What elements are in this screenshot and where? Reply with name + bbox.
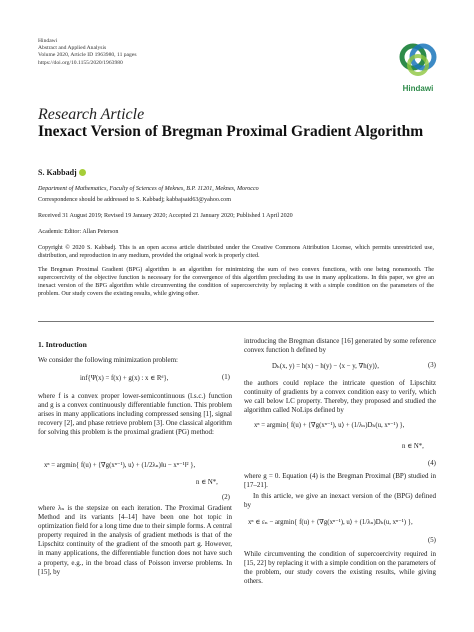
author-line <box>38 168 86 177</box>
orcid-icon[interactable] <box>79 169 86 176</box>
right-paragraph-3 <box>244 472 436 490</box>
equation-number: (1) <box>222 374 230 381</box>
equation-2: xⁿ = argmin{ f(u) + ⟨∇g(xⁿ⁻¹), u⟩ + (1/2λₙ)‖u − xⁿ⁻¹‖² }, <box>44 462 196 469</box>
author-name: S. Kabbadj <box>38 168 77 177</box>
equation-1: inf{Ψ(x) = f(x) + g(x) : x ∈ Rᵈ}, <box>80 375 169 382</box>
copyright-notice: Copyright © 2020 S. Kabbadj. This is an open access article distributed under the Creative Commons Attribution License, which permits unrestricted use, distribution, and reproduction in any medium, provided the original work is properly cited. <box>38 245 434 259</box>
paragraph: where g = 0. Equation (4) is the Bregman Proximal (BP) studied in [17–21]. <box>244 472 436 490</box>
equation-5: xⁿ ∈ εₙ − argmin{ f(u) + ⟨∇g(xⁿ⁻¹), u⟩ + (1/λₙ)Dₕ(u, xⁿ⁻¹) }, <box>248 519 413 526</box>
paragraph: where λₙ is the stepsize on each iteration. The Proximal Gradient Method and its variants [4–14] have been one hot topic in optimization field for a long time due to their simple forms. A central property required in the analysis of gradient methods is that of the Lipschitz continuity of the gradient of the smooth part g. However, in many applications, the differentiable function does not have such a property, e.g., in the broad class of Poisson inverse problems. In [15], by <box>38 504 232 576</box>
abstract: The Bregman Proximal Gradient (BPG) algorithm is an algorithm for minimizing the sum of two convex functions, with one being nonsmooth. The supercoercivity of the objective function is necessary for the convergence of this algorithm precluding its use in many applications. In this paper, we give an inexact version of the BPG algorithm while circumventing the condition of supercoercivity by replacing it with a simple condition on the parameters of the problem. Our study covers the existing results, while giving other. <box>38 267 434 297</box>
divider <box>38 321 434 322</box>
right-paragraph-1 <box>244 337 436 355</box>
correspondence: Correspondence should be addressed to S. Kabbadj; kabbajsaid63@yahoo.com <box>38 197 231 203</box>
equation-condition: n ∈ N*, <box>402 443 424 450</box>
left-paragraph-1 <box>38 356 232 365</box>
journal-header <box>38 38 137 67</box>
volume-info: Volume 2020, Article ID 1963980, 11 pages <box>38 52 137 59</box>
paragraph: While circumventing the condition of supercoercivity required in [15, 22] by replacing it with a simple condition on the parameters of the problem, our study covers the existing results, while giving others. <box>244 550 436 586</box>
doi-link[interactable]: https://doi.org/10.1155/2020/1963980 <box>38 59 123 66</box>
equation-number: (5) <box>428 537 436 544</box>
right-paragraph-5 <box>244 550 436 586</box>
paragraph: the authors could replace the intricate question of Lipschitz continuity of gradients by a convex condition easy to verify, which we call below LC property. Thereby, they proposed and studied the algorithm called NoLips defined by <box>244 379 436 415</box>
equation-3: Dₕ(x, y) = h(x) − h(y) − ⟨x − y, ∇h(y)⟩, <box>272 363 379 370</box>
paper-title: Inexact Version of Bregman Proximal Gradient Algorithm <box>38 123 424 140</box>
introduction-heading: 1. Introduction <box>38 340 87 349</box>
logo-wordmark: Hindawi <box>402 84 434 93</box>
section-heading <box>38 340 232 349</box>
hindawi-logo-icon <box>394 37 442 85</box>
paragraph: We consider the following minimization problem: <box>38 356 178 364</box>
left-paragraph-3 <box>38 504 232 577</box>
academic-editor: Academic Editor: Allan Peterson <box>38 229 119 235</box>
left-paragraph-2 <box>38 392 232 437</box>
article-type: Research Article <box>38 106 145 123</box>
paragraph: In this article, we give an inexact version of the (BPG) defined by <box>244 492 436 510</box>
publication-dates: Received 31 August 2019; Revised 19 January 2020; Accepted 21 January 2020; Published 1 April 2020 <box>38 213 293 219</box>
equation-number: (3) <box>428 362 436 369</box>
right-paragraph-2 <box>244 379 436 415</box>
equation-number: (4) <box>428 460 436 467</box>
publisher-name: Hindawi <box>38 38 58 44</box>
equation-4: xⁿ = argmin{ f(u) + ⟨∇g(xⁿ⁻¹), u⟩ + (1/λₙ)Dₕ(u, xⁿ⁻¹) }, <box>254 422 405 429</box>
equation-number: (2) <box>222 494 230 501</box>
paragraph: introducing the Bregman distance [16] generated by some reference convex function h defined by <box>244 337 436 355</box>
right-paragraph-4 <box>244 492 436 510</box>
equation-condition: n ∈ N*, <box>196 479 218 486</box>
paragraph: where f is a convex proper lower-semicontinuous (l.s.c.) function and g is a convex continuously differentiable function. This problem arises in many applications including compressed sensing [1], signal recovery [2], and phase retrieve problem [3]. One classical algorithm for solving this problem is the proximal gradient (PG) method: <box>38 392 232 437</box>
affiliation: Department of Mathematics, Faculty of Sciences of Meknes, B.P. 11201, Meknes, Morocco <box>38 186 259 192</box>
journal-name: Abstract and Applied Analysis <box>38 45 107 52</box>
